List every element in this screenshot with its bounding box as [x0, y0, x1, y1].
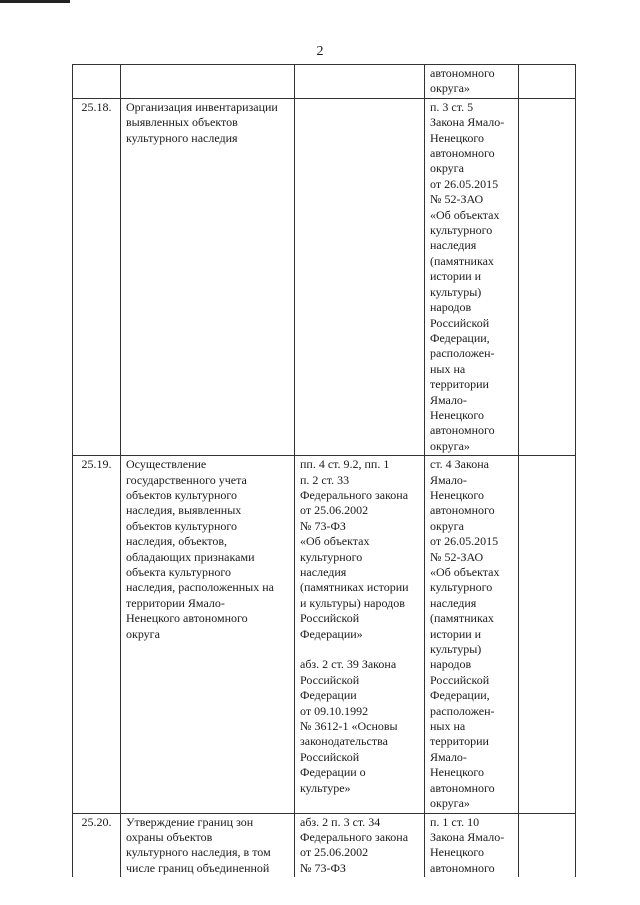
power-name-cell: Осуществление государственного учета объектов культурного наследия, выявленных объектов культурного наследия, объектов, обладающих признаками объекта культурного наследия, расположенных на территории Ямало- Ненецкого автономного округа [121, 456, 295, 813]
document-table [72, 64, 576, 877]
row-number-cell: 25.20. [73, 813, 121, 877]
regional-basis-cell: ст. 4 Закона Ямало- Ненецкого автономного округа от 26.05.2015 № 52-ЗАО «Об объектах культурного наследия (памятниках истории и культуры) народов Российской Федерации, расположен- ных на территории Ямало- Ненецкого автономного округа» [425, 456, 519, 813]
power-name-cell [121, 65, 295, 99]
extra-cell [519, 98, 576, 455]
row-number-cell: 25.19. [73, 456, 121, 813]
extra-cell [519, 813, 576, 877]
power-name-cell: Утверждение границ зон охраны объектов культурного наследия, в том числе границ объединенной [121, 813, 295, 877]
regional-basis-cell: п. 1 ст. 10 Закона Ямало- Ненецкого автономного [425, 813, 519, 877]
federal-basis-cell [295, 65, 425, 99]
federal-basis-cell: пп. 4 ст. 9.2, пп. 1 п. 2 ст. 33 Федерального закона от 25.06.2002 № 73-ФЗ «Об объектах культурного наследия (памятниках истории и культуры) народов Российской Федерации» абз. 2 ст. 39 Закона Российской Федерации от 09.10.1992 № 3612-1 «Основы законодательства Российской Федерации о культуре» [295, 456, 425, 813]
table-row [73, 456, 576, 813]
federal-basis-cell: абз. 2 п. 3 ст. 34 Федерального закона от 25.06.2002 № 73-ФЗ [295, 813, 425, 877]
regional-basis-cell: автономного округа» [425, 65, 519, 99]
table-row [73, 98, 576, 455]
federal-basis-cell [295, 98, 425, 455]
power-name-cell: Организация инвентаризации выявленных объектов культурного наследия [121, 98, 295, 455]
page-number: 2 [316, 44, 324, 59]
table-row [73, 813, 576, 877]
extra-cell [519, 456, 576, 813]
row-number-cell [73, 65, 121, 99]
regional-basis-cell: п. 3 ст. 5 Закона Ямало- Ненецкого автономного округа от 26.05.2015 № 52-ЗАО «Об объектах культурного наследия (памятниках истории и культуры) народов Российской Федерации, расположен- ных на территории Ямало- Ненецкого автономного округа» [425, 98, 519, 455]
table-row [73, 65, 576, 99]
row-number-cell: 25.18. [73, 98, 121, 455]
extra-cell [519, 65, 576, 99]
top-rule [0, 0, 70, 3]
